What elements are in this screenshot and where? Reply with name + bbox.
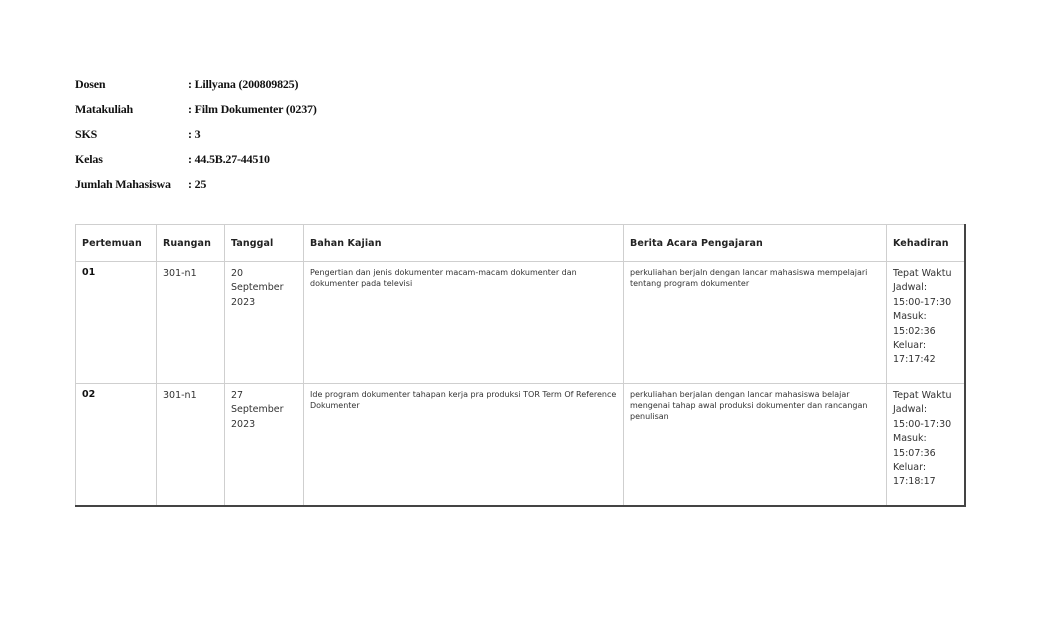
info-label: SKS xyxy=(75,127,98,141)
attendance-keluar: Keluar: 17:18:17 xyxy=(893,462,936,488)
header-tanggal: Tanggal xyxy=(225,225,304,262)
info-value: : 3 xyxy=(188,127,201,141)
table-header-row xyxy=(76,225,965,262)
table-row xyxy=(76,384,965,507)
info-label: Dosen xyxy=(75,77,106,91)
info-label: Jumlah Mahasiswa xyxy=(75,177,171,191)
header-kehadiran: Kehadiran xyxy=(887,225,965,262)
cell-tanggal: 27 September 2023 xyxy=(225,384,304,507)
info-row-kelas xyxy=(75,147,317,172)
cell-ruangan: 301-n1 xyxy=(157,262,225,384)
info-label: Kelas xyxy=(75,152,103,166)
info-value: : Lillyana (200809825) xyxy=(188,77,299,91)
cell-kehadiran xyxy=(887,262,965,384)
cell-bahan-kajian: Ide program dokumenter tahapan kerja pra produksi TOR Term Of Reference Dokumenter xyxy=(304,384,624,507)
info-label: Matakuliah xyxy=(75,102,134,116)
cell-tanggal: 20 September 2023 xyxy=(225,262,304,384)
attendance-masuk: Masuk: 15:07:36 xyxy=(893,433,936,459)
info-row-dosen xyxy=(75,72,317,97)
cell-pertemuan: 02 xyxy=(76,384,157,507)
info-row-matakuliah xyxy=(75,97,317,122)
info-row-sks xyxy=(75,122,317,147)
attendance-keluar: Keluar: 17:17:42 xyxy=(893,340,936,366)
cell-ruangan: 301-n1 xyxy=(157,384,225,507)
table-row xyxy=(76,262,965,384)
header-bahan-kajian: Bahan Kajian xyxy=(304,225,624,262)
info-row-jumlah-mahasiswa xyxy=(75,172,317,197)
cell-berita-acara: perkuliahan berjalan dengan lancar mahasiswa belajar mengenai tahap awal produksi dokumenter dan rancangan penulisan xyxy=(624,384,887,507)
cell-berita-acara: perkuliahan berjaln dengan lancar mahasiswa mempelajari tentang program dokumenter xyxy=(624,262,887,384)
attendance-status: Tepat Waktu xyxy=(893,268,952,279)
header-pertemuan: Pertemuan xyxy=(76,225,157,262)
attendance-table xyxy=(75,224,966,507)
header-berita-acara: Berita Acara Pengajaran xyxy=(624,225,887,262)
info-value: : 44.5B.27-44510 xyxy=(188,152,270,166)
info-value: : 25 xyxy=(188,177,207,191)
cell-kehadiran xyxy=(887,384,965,507)
cell-pertemuan: 01 xyxy=(76,262,157,384)
attendance-status: Tepat Waktu xyxy=(893,390,952,401)
header-ruangan: Ruangan xyxy=(157,225,225,262)
info-value: : Film Dokumenter (0237) xyxy=(188,102,317,116)
course-info xyxy=(75,72,317,197)
attendance-jadwal: Jadwal: 15:00-17:30 xyxy=(893,282,952,308)
attendance-jadwal: Jadwal: 15:00-17:30 xyxy=(893,404,952,430)
cell-bahan-kajian: Pengertian dan jenis dokumenter macam-macam dokumenter dan dokumenter pada televisi xyxy=(304,262,624,384)
attendance-masuk: Masuk: 15:02:36 xyxy=(893,311,936,337)
